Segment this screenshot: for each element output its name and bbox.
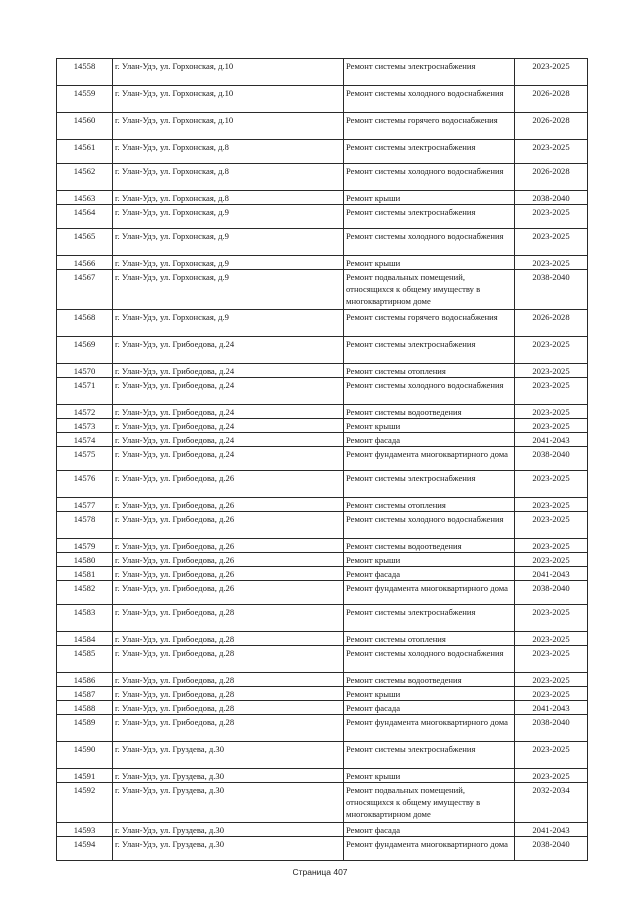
row-work-type: Ремонт системы холодного водоснабжения [344, 378, 515, 405]
row-work-type: Ремонт системы электроснабжения [344, 605, 515, 632]
row-work-type: Ремонт подвальных помещений, относящихся к общему имуществу в многоквартирном доме [344, 783, 515, 823]
row-years: 2023-2025 [515, 229, 588, 256]
row-address: г. Улан-Удэ, ул. Грибоедова, д.26 [113, 553, 344, 567]
row-years: 2023-2025 [515, 673, 588, 687]
row-years: 2026-2028 [515, 86, 588, 113]
table-row [57, 605, 588, 632]
row-work-type: Ремонт фасада [344, 567, 515, 581]
row-years: 2023-2025 [515, 605, 588, 632]
table-row [57, 86, 588, 113]
row-address: г. Улан-Удэ, ул. Горхонская, д.9 [113, 205, 344, 229]
row-work-type: Ремонт системы отопления [344, 364, 515, 378]
row-number: 14575 [57, 447, 113, 471]
table-row [57, 471, 588, 498]
row-number: 14593 [57, 823, 113, 837]
row-number: 14571 [57, 378, 113, 405]
row-years: 2041-2043 [515, 567, 588, 581]
row-years: 2023-2025 [515, 419, 588, 433]
row-address: г. Улан-Удэ, ул. Груздева, д.30 [113, 837, 344, 861]
table-row [57, 769, 588, 783]
row-address: г. Улан-Удэ, ул. Грибоедова, д.24 [113, 337, 344, 364]
row-number: 14570 [57, 364, 113, 378]
row-number: 14562 [57, 164, 113, 191]
page-number: Страница 407 [292, 867, 348, 877]
row-address: г. Улан-Удэ, ул. Грибоедова, д.24 [113, 378, 344, 405]
table-row [57, 337, 588, 364]
table-row [57, 433, 588, 447]
row-number: 14594 [57, 837, 113, 861]
row-address: г. Улан-Удэ, ул. Горхонская, д.8 [113, 191, 344, 205]
row-number: 14588 [57, 701, 113, 715]
row-work-type: Ремонт фасада [344, 701, 515, 715]
table-row [57, 205, 588, 229]
row-work-type: Ремонт фасада [344, 823, 515, 837]
row-number: 14580 [57, 553, 113, 567]
row-work-type: Ремонт системы горячего водоснабжения [344, 310, 515, 337]
row-address: г. Улан-Удэ, ул. Грибоедова, д.24 [113, 433, 344, 447]
row-work-type: Ремонт системы электроснабжения [344, 205, 515, 229]
table-row [57, 59, 588, 86]
row-number: 14582 [57, 581, 113, 605]
table-row [57, 364, 588, 378]
row-number: 14576 [57, 471, 113, 498]
row-address: г. Улан-Удэ, ул. Горхонская, д.10 [113, 113, 344, 140]
row-years: 2023-2025 [515, 539, 588, 553]
table-row [57, 140, 588, 164]
row-years: 2026-2028 [515, 164, 588, 191]
row-work-type: Ремонт крыши [344, 553, 515, 567]
row-address: г. Улан-Удэ, ул. Горхонская, д.8 [113, 140, 344, 164]
row-years: 2026-2028 [515, 310, 588, 337]
row-number: 14581 [57, 567, 113, 581]
row-years: 2038-2040 [515, 837, 588, 861]
row-work-type: Ремонт крыши [344, 256, 515, 270]
row-address: г. Улан-Удэ, ул. Грибоедова, д.28 [113, 605, 344, 632]
row-work-type: Ремонт фундамента многоквартирного дома [344, 447, 515, 471]
table-row [57, 229, 588, 256]
table-row [57, 191, 588, 205]
row-number: 14578 [57, 512, 113, 539]
row-number: 14584 [57, 632, 113, 646]
row-work-type: Ремонт крыши [344, 191, 515, 205]
row-number: 14587 [57, 687, 113, 701]
row-address: г. Улан-Удэ, ул. Горхонская, д.9 [113, 310, 344, 337]
row-number: 14560 [57, 113, 113, 140]
row-address: г. Улан-Удэ, ул. Грибоедова, д.28 [113, 687, 344, 701]
row-address: г. Улан-Удэ, ул. Грибоедова, д.28 [113, 673, 344, 687]
row-number: 14564 [57, 205, 113, 229]
row-work-type: Ремонт системы электроснабжения [344, 140, 515, 164]
table-row [57, 837, 588, 861]
row-work-type: Ремонт системы холодного водоснабжения [344, 512, 515, 539]
row-years: 2023-2025 [515, 687, 588, 701]
row-work-type: Ремонт системы водоотведения [344, 405, 515, 419]
row-address: г. Улан-Удэ, ул. Грибоедова, д.26 [113, 471, 344, 498]
row-address: г. Улан-Удэ, ул. Горхонская, д.10 [113, 86, 344, 113]
row-number: 14591 [57, 769, 113, 783]
row-number: 14590 [57, 742, 113, 769]
row-number: 14566 [57, 256, 113, 270]
table-row [57, 553, 588, 567]
table-row [57, 419, 588, 433]
row-number: 14577 [57, 498, 113, 512]
row-address: г. Улан-Удэ, ул. Грибоедова, д.24 [113, 364, 344, 378]
row-years: 2023-2025 [515, 256, 588, 270]
row-address: г. Улан-Удэ, ул. Грибоедова, д.26 [113, 539, 344, 553]
row-years: 2038-2040 [515, 191, 588, 205]
table-row [57, 113, 588, 140]
row-years: 2023-2025 [515, 364, 588, 378]
row-years: 2038-2040 [515, 270, 588, 310]
table-row [57, 310, 588, 337]
row-years: 2023-2025 [515, 646, 588, 673]
row-address: г. Улан-Удэ, ул. Груздева, д.30 [113, 742, 344, 769]
row-years: 2023-2025 [515, 471, 588, 498]
table-row [57, 567, 588, 581]
row-work-type: Ремонт системы водоотведения [344, 539, 515, 553]
row-work-type: Ремонт системы электроснабжения [344, 742, 515, 769]
row-address: г. Улан-Удэ, ул. Груздева, д.30 [113, 823, 344, 837]
row-years: 2032-2034 [515, 783, 588, 823]
row-address: г. Улан-Удэ, ул. Горхонская, д.9 [113, 229, 344, 256]
row-number: 14567 [57, 270, 113, 310]
row-address: г. Улан-Удэ, ул. Грибоедова, д.28 [113, 715, 344, 742]
table-row [57, 823, 588, 837]
row-work-type: Ремонт системы холодного водоснабжения [344, 646, 515, 673]
row-years: 2038-2040 [515, 447, 588, 471]
row-work-type: Ремонт фундамента многоквартирного дома [344, 837, 515, 861]
row-years: 2041-2043 [515, 433, 588, 447]
row-address: г. Улан-Удэ, ул. Груздева, д.30 [113, 769, 344, 783]
row-number: 14565 [57, 229, 113, 256]
row-number: 14583 [57, 605, 113, 632]
row-number: 14586 [57, 673, 113, 687]
row-years: 2026-2028 [515, 113, 588, 140]
table-row [57, 405, 588, 419]
row-number: 14563 [57, 191, 113, 205]
row-years: 2023-2025 [515, 498, 588, 512]
row-years: 2023-2025 [515, 405, 588, 419]
table-row [57, 673, 588, 687]
row-address: г. Улан-Удэ, ул. Грибоедова, д.26 [113, 567, 344, 581]
table-row [57, 783, 588, 823]
row-work-type: Ремонт фасада [344, 433, 515, 447]
row-number: 14579 [57, 539, 113, 553]
table-row [57, 447, 588, 471]
row-work-type: Ремонт крыши [344, 419, 515, 433]
row-number: 14574 [57, 433, 113, 447]
row-address: г. Улан-Удэ, ул. Грибоедова, д.24 [113, 447, 344, 471]
table-row [57, 632, 588, 646]
row-address: г. Улан-Удэ, ул. Грибоедова, д.28 [113, 632, 344, 646]
row-number: 14558 [57, 59, 113, 86]
row-number: 14561 [57, 140, 113, 164]
row-address: г. Улан-Удэ, ул. Горхонская, д.9 [113, 270, 344, 310]
row-work-type: Ремонт системы холодного водоснабжения [344, 164, 515, 191]
row-years: 2041-2043 [515, 823, 588, 837]
table-row [57, 498, 588, 512]
row-address: г. Улан-Удэ, ул. Груздева, д.30 [113, 783, 344, 823]
row-address: г. Улан-Удэ, ул. Грибоедова, д.28 [113, 701, 344, 715]
row-number: 14572 [57, 405, 113, 419]
row-years: 2023-2025 [515, 512, 588, 539]
table-row [57, 164, 588, 191]
row-number: 14559 [57, 86, 113, 113]
row-work-type: Ремонт фундамента многоквартирного дома [344, 715, 515, 742]
repair-schedule-body [57, 59, 588, 861]
row-work-type: Ремонт подвальных помещений, относящихся к общему имуществу в многоквартирном доме [344, 270, 515, 310]
table-row [57, 378, 588, 405]
row-years: 2041-2043 [515, 701, 588, 715]
row-work-type: Ремонт системы холодного водоснабжения [344, 86, 515, 113]
row-work-type: Ремонт крыши [344, 769, 515, 783]
row-years: 2023-2025 [515, 59, 588, 86]
row-work-type: Ремонт системы электроснабжения [344, 337, 515, 364]
row-work-type: Ремонт системы отопления [344, 632, 515, 646]
row-address: г. Улан-Удэ, ул. Грибоедова, д.26 [113, 581, 344, 605]
row-work-type: Ремонт системы водоотведения [344, 673, 515, 687]
row-address: г. Улан-Удэ, ул. Грибоедова, д.26 [113, 498, 344, 512]
row-number: 14589 [57, 715, 113, 742]
row-years: 2023-2025 [515, 742, 588, 769]
row-address: г. Улан-Удэ, ул. Грибоедова, д.24 [113, 419, 344, 433]
table-row [57, 742, 588, 769]
table-row [57, 539, 588, 553]
table-row [57, 256, 588, 270]
row-years: 2023-2025 [515, 769, 588, 783]
row-work-type: Ремонт системы электроснабжения [344, 471, 515, 498]
repair-schedule-table [56, 58, 588, 861]
row-years: 2038-2040 [515, 715, 588, 742]
row-years: 2023-2025 [515, 205, 588, 229]
table-row [57, 512, 588, 539]
table-row [57, 270, 588, 310]
row-years: 2023-2025 [515, 337, 588, 364]
row-address: г. Улан-Удэ, ул. Горхонская, д.10 [113, 59, 344, 86]
row-work-type: Ремонт крыши [344, 687, 515, 701]
table-row [57, 646, 588, 673]
table-row [57, 687, 588, 701]
row-address: г. Улан-Удэ, ул. Грибоедова, д.28 [113, 646, 344, 673]
row-address: г. Улан-Удэ, ул. Горхонская, д.8 [113, 164, 344, 191]
row-years: 2023-2025 [515, 553, 588, 567]
row-address: г. Улан-Удэ, ул. Грибоедова, д.26 [113, 512, 344, 539]
table-row [57, 701, 588, 715]
table-row [57, 715, 588, 742]
row-address: г. Улан-Удэ, ул. Грибоедова, д.24 [113, 405, 344, 419]
row-work-type: Ремонт системы отопления [344, 498, 515, 512]
row-years: 2023-2025 [515, 632, 588, 646]
row-number: 14568 [57, 310, 113, 337]
row-work-type: Ремонт системы электроснабжения [344, 59, 515, 86]
row-address: г. Улан-Удэ, ул. Горхонская, д.9 [113, 256, 344, 270]
row-years: 2023-2025 [515, 140, 588, 164]
row-years: 2038-2040 [515, 581, 588, 605]
row-number: 14592 [57, 783, 113, 823]
row-number: 14585 [57, 646, 113, 673]
row-work-type: Ремонт системы горячего водоснабжения [344, 113, 515, 140]
row-number: 14573 [57, 419, 113, 433]
row-work-type: Ремонт системы холодного водоснабжения [344, 229, 515, 256]
table-row [57, 581, 588, 605]
row-work-type: Ремонт фундамента многоквартирного дома [344, 581, 515, 605]
row-number: 14569 [57, 337, 113, 364]
row-years: 2023-2025 [515, 378, 588, 405]
